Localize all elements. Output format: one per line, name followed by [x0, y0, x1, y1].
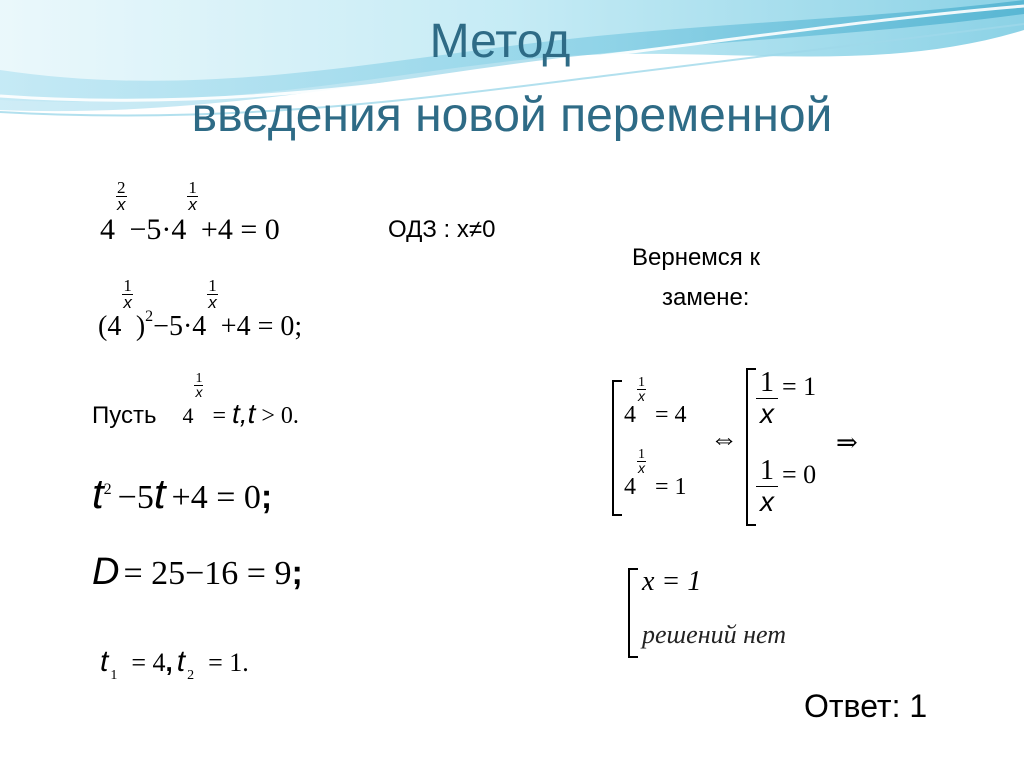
root2-value: = 1.	[208, 648, 249, 677]
eq1-middle: −5·4	[129, 213, 187, 246]
implies-arrow: ⇒	[836, 428, 858, 457]
equivalence-arrow: ⇔	[710, 424, 738, 455]
eq2-close: )	[135, 311, 146, 342]
eq1-exp1-num: 2	[117, 178, 126, 197]
eq1-exponent-2	[187, 180, 198, 213]
quad-square: 2	[103, 481, 112, 498]
equation-rewritten	[98, 276, 303, 350]
system2-row2-fraction	[756, 456, 778, 517]
quad-tail: +4 = 0	[171, 479, 261, 516]
let-vars: t,t	[232, 398, 256, 429]
disc-expr: = 25−16 = 9	[123, 555, 292, 592]
eq2-exp1-den: x	[123, 293, 132, 312]
system2-row1-num: 1	[756, 368, 778, 399]
system1-row2-base: 4	[624, 474, 636, 500]
eq2-exp2-num: 1	[208, 276, 217, 295]
system2-row1-den: x	[760, 398, 774, 429]
system2-bracket	[746, 368, 756, 526]
result-row2: решений нет	[642, 620, 786, 649]
odz-note: ОДЗ : x≠0	[388, 216, 496, 243]
slide-title-line1: Метод	[429, 15, 571, 68]
eq2-exp2-den: x	[208, 293, 217, 312]
let-exponent	[194, 372, 203, 399]
result-row1: x = 1	[642, 566, 702, 597]
eq1-base: 4	[100, 213, 115, 246]
system2-row2-num: 1	[756, 456, 778, 487]
quad-end: ;	[260, 478, 273, 516]
system1-row1-exp-den: x	[638, 388, 645, 404]
system1-row1-tail: = 4	[655, 402, 687, 428]
eq2-open: (4	[98, 311, 122, 342]
system1-row1-exp-num: 1	[638, 375, 645, 390]
quad-middle: −5	[117, 479, 154, 516]
system1-row2-exponent	[637, 448, 646, 475]
system1-row1	[624, 375, 687, 432]
disc-d: D	[92, 551, 120, 593]
root1-value: = 4	[131, 648, 166, 677]
return-text-line1: Вернемся к	[632, 244, 760, 271]
system1-row1-exponent	[637, 376, 646, 403]
system1-row1-base: 4	[624, 402, 636, 428]
root1-sub: 1	[110, 668, 118, 683]
let-exp-num: 1	[195, 371, 203, 386]
eq1-exp2-den: x	[188, 195, 197, 214]
disc-end: ;	[291, 554, 303, 592]
let-base: 4	[182, 403, 194, 428]
eq2-exponent-1	[122, 278, 133, 311]
let-exp-den: x	[195, 384, 203, 400]
return-text	[632, 238, 760, 318]
system1-bracket	[612, 380, 622, 516]
system2-row1-fraction	[756, 368, 778, 429]
system2-row2	[756, 456, 816, 517]
let-equals: =	[212, 403, 227, 429]
system2-row1	[756, 368, 816, 429]
root2-t: t	[176, 645, 186, 678]
quad-t2: t	[153, 470, 166, 517]
eq2-tail: +4 = 0;	[220, 311, 303, 342]
eq1-exp1-den: x	[117, 195, 126, 214]
system2-row1-tail: = 1	[782, 371, 817, 401]
equation-original	[100, 178, 280, 250]
eq2-exp1-num: 1	[123, 276, 132, 295]
root1-t: t	[100, 645, 109, 678]
roots	[100, 642, 249, 688]
system1-row2-exp-num: 1	[638, 447, 645, 462]
system2-row2-tail: = 0	[782, 459, 817, 489]
quadratic-equation	[92, 470, 272, 528]
eq2-middle: −5·4	[153, 311, 207, 342]
system1-row2-tail: = 1	[655, 474, 687, 500]
system1-row2	[624, 447, 687, 504]
let-word: Пусть	[92, 402, 157, 429]
root2-sub: 2	[187, 668, 195, 683]
slide-title-line2: введения новой переменной	[191, 89, 833, 142]
system2-row2-den: x	[760, 486, 774, 517]
system1-row2-exp-den: x	[638, 460, 645, 476]
return-text-line2: замене:	[662, 284, 750, 311]
roots-comma: ,	[165, 647, 173, 677]
eq2-exponent-2	[207, 278, 218, 311]
result-bracket	[628, 568, 638, 658]
let-tail: > 0.	[261, 403, 299, 429]
eq1-exp2-num: 1	[188, 178, 197, 197]
quad-t: t	[92, 470, 104, 517]
eq1-tail: +4 = 0	[200, 213, 280, 246]
discriminant	[92, 548, 303, 598]
substitution-statement	[92, 371, 299, 434]
eq1-exponent-1	[116, 180, 127, 213]
eq2-square: 2	[145, 308, 154, 325]
answer: Ответ: 1	[804, 688, 928, 724]
